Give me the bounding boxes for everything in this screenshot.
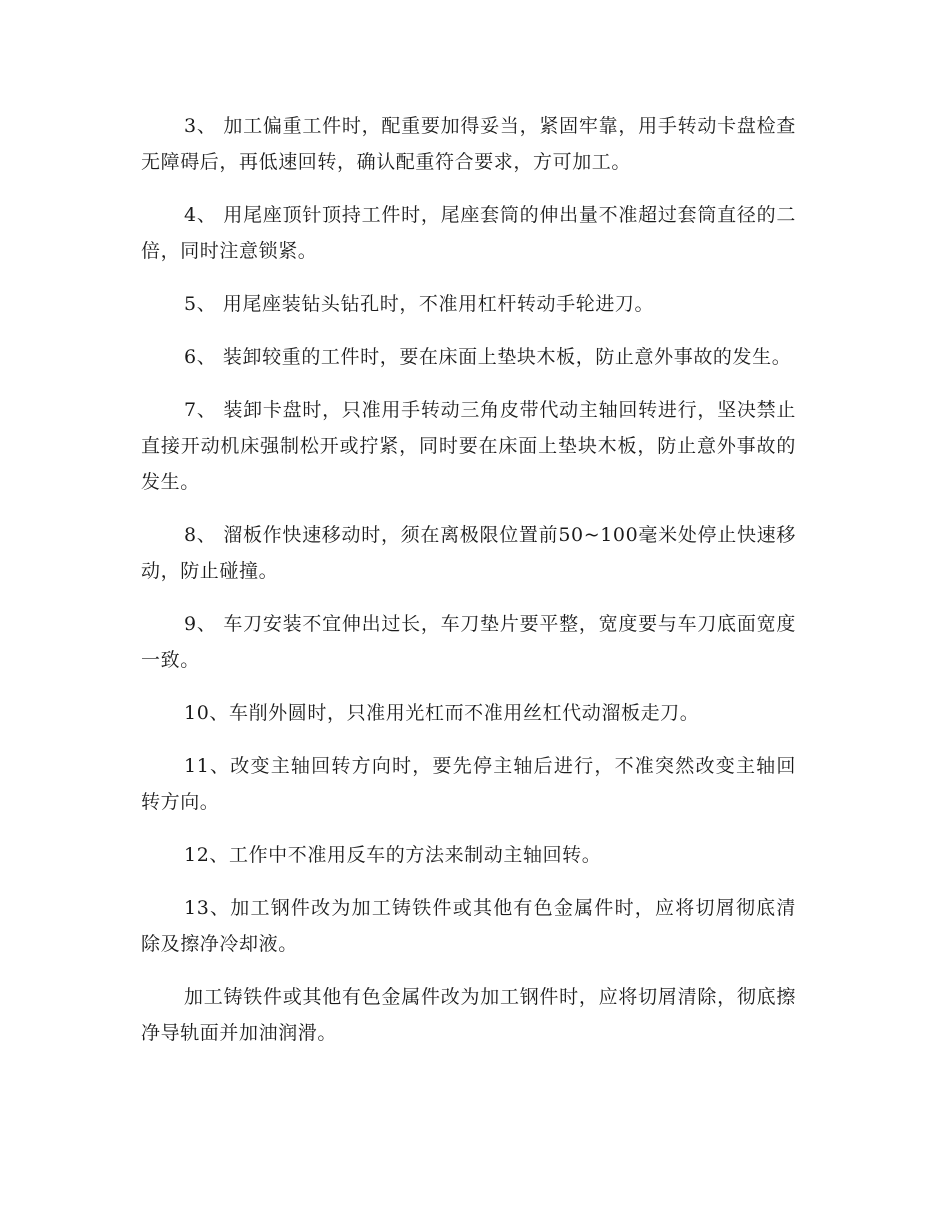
paragraph-3: 3、 加工偏重工件时，配重要加得妥当，紧固牢靠，用手转动卡盘检查无障碍后，再低速回转，确认配重符合要求，方可加工。	[141, 115, 796, 173]
paragraph-12: 12、工作中不准用反车的方法来制动主轴回转。	[184, 844, 602, 866]
paragraph-9: 9、 车刀安装不宜伸出过长，车刀垫片要平整，宽度要与车刀底面宽度一致。	[141, 613, 796, 671]
paragraph-11: 11、改变主轴回转方向时，要先停主轴后进行，不准突然改变主轴回转方向。	[141, 755, 796, 813]
paragraph-13-continued: 加工铸铁件或其他有色金属件改为加工钢件时，应将切屑清除，彻底擦净导轨面并加油润滑。	[141, 986, 796, 1044]
paragraph-4: 4、 用尾座顶针顶持工件时，尾座套筒的伸出量不准超过套筒直径的二倍，同时注意锁紧。	[141, 204, 796, 262]
paragraph-7: 7、 装卸卡盘时，只准用手转动三角皮带代动主轴回转进行，坚决禁止直接开动机床强制松开或拧紧，同时要在床面上垫块木板，防止意外事故的发生。	[141, 399, 796, 493]
paragraph-8: 8、 溜板作快速移动时，须在离极限位置前50~100毫米处停止快速移动，防止碰撞。	[141, 524, 796, 582]
paragraph-13: 13、加工钢件改为加工铸铁件或其他有色金属件时，应将切屑彻底清除及擦净冷却液。	[141, 897, 796, 955]
paragraph-6: 6、 装卸较重的工件时，要在床面上垫块木板，防止意外事故的发生。	[184, 346, 792, 368]
document-body	[141, 108, 796, 1068]
paragraph-5: 5、 用尾座装钻头钻孔时，不准用杠杆转动手轮进刀。	[184, 293, 655, 315]
paragraph-10: 10、车削外圆时，只准用光杠而不准用丝杠代动溜板走刀。	[184, 702, 700, 724]
